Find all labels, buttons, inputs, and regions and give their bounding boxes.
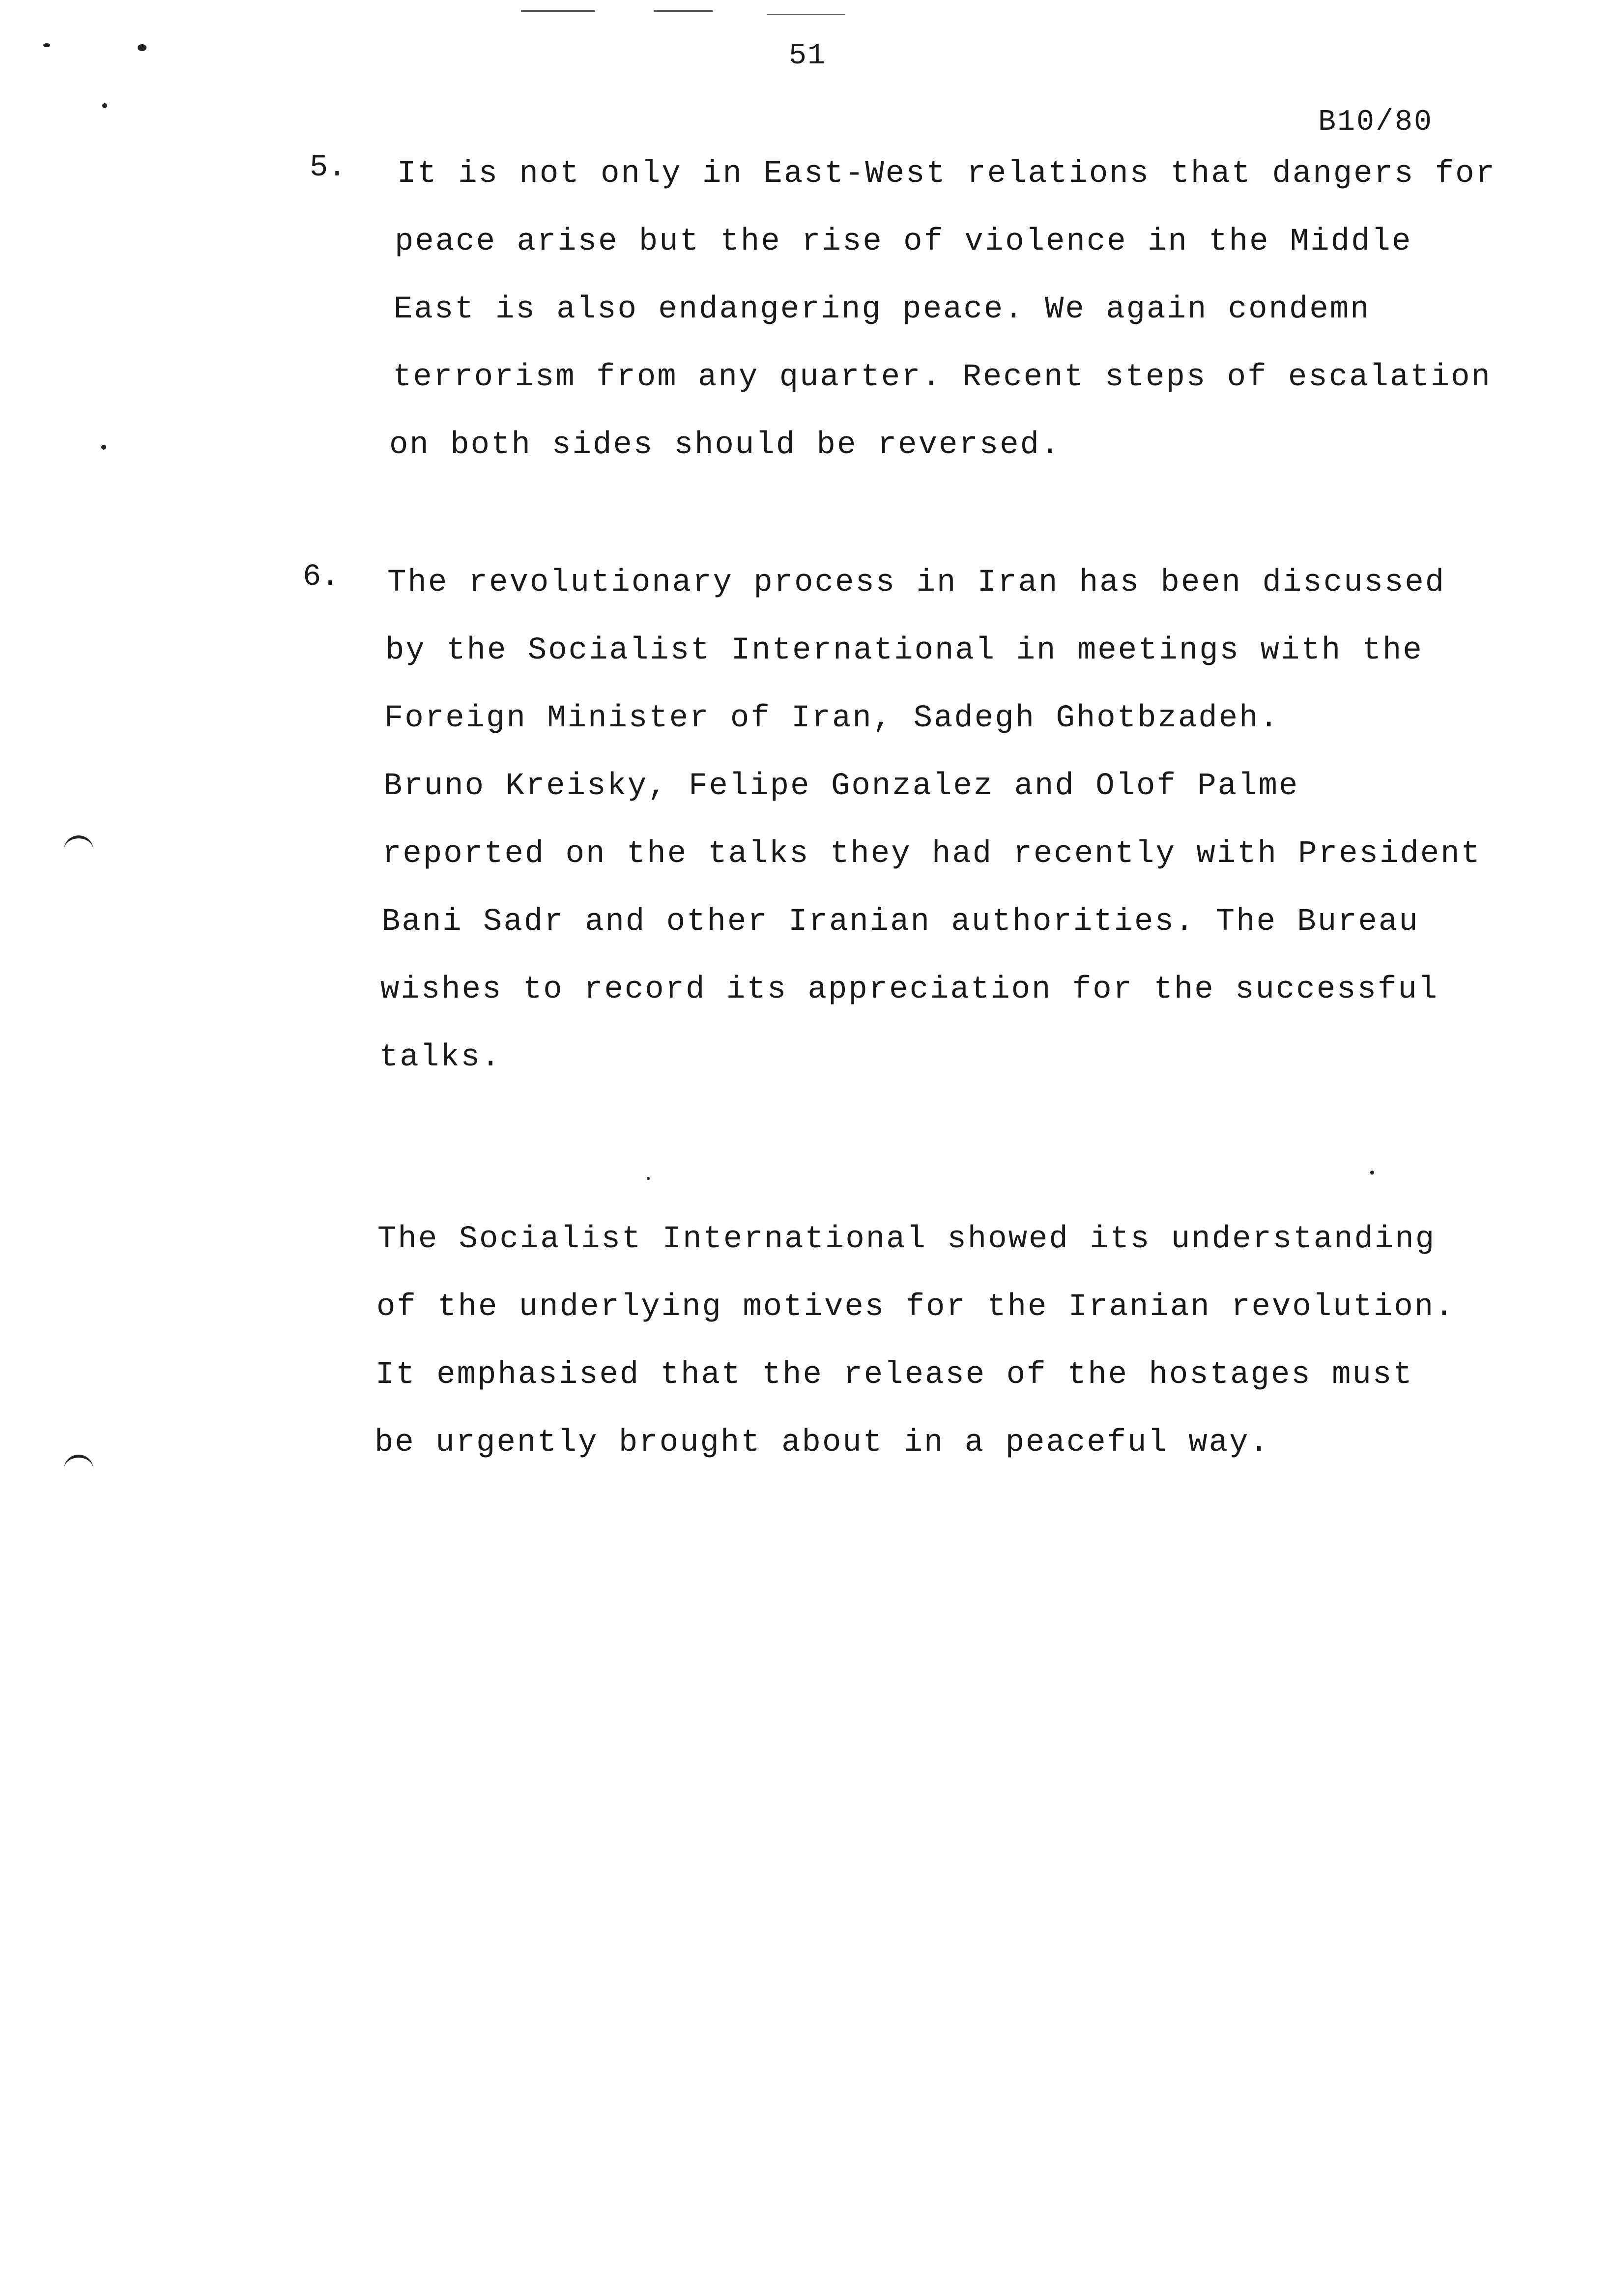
- item-line: reported on the talks they had recently with President: [382, 836, 1481, 872]
- scan-mark: [767, 14, 845, 15]
- item-number: 5.: [310, 150, 346, 185]
- paragraph-line: The Socialist International showed its understanding: [377, 1222, 1436, 1257]
- item-line: peace arise but the rise of violence in the Middle: [395, 224, 1412, 259]
- margin-mark: [138, 44, 146, 51]
- scan-mark: [654, 10, 713, 12]
- paragraph-line: of the underlying motives for the Iranian revolution.: [376, 1290, 1455, 1325]
- margin-mark: [101, 445, 106, 450]
- document-reference: B10/80: [1318, 106, 1434, 139]
- margin-mark: [102, 103, 107, 108]
- margin-mark: [43, 43, 50, 47]
- item-line: It is not only in East-West relations that dangers for: [397, 156, 1496, 192]
- margin-mark: [64, 835, 93, 853]
- item-line: Foreign Minister of Iran, Sadegh Ghotbzadeh.: [384, 701, 1280, 736]
- margin-mark: [647, 1177, 650, 1180]
- item-line: Bani Sadr and other Iranian authorities. The Bureau: [381, 904, 1419, 940]
- item-line: talks.: [379, 1040, 502, 1075]
- paragraph-line: It emphasised that the release of the hostages must: [375, 1357, 1413, 1393]
- margin-mark: [1370, 1171, 1374, 1175]
- scan-mark: [521, 10, 595, 12]
- item-line: Bruno Kreisky, Felipe Gonzalez and Olof Palme: [383, 769, 1299, 804]
- item-line: The revolutionary process in Iran has been discussed: [387, 565, 1446, 601]
- item-number: 6.: [303, 559, 340, 594]
- margin-mark: [64, 1455, 93, 1472]
- item-line: terrorism from any quarter. Recent steps of escalation: [393, 360, 1492, 395]
- item-line: on both sides should be reversed.: [389, 428, 1061, 463]
- item-line: wishes to record its appreciation for the successful: [380, 972, 1439, 1007]
- item-line: East is also endangering peace. We again condemn: [394, 292, 1371, 327]
- item-line: by the Socialist International in meetings with the: [385, 633, 1423, 668]
- page-number: 51: [789, 39, 827, 73]
- paragraph-line: be urgently brought about in a peaceful way.: [374, 1425, 1270, 1461]
